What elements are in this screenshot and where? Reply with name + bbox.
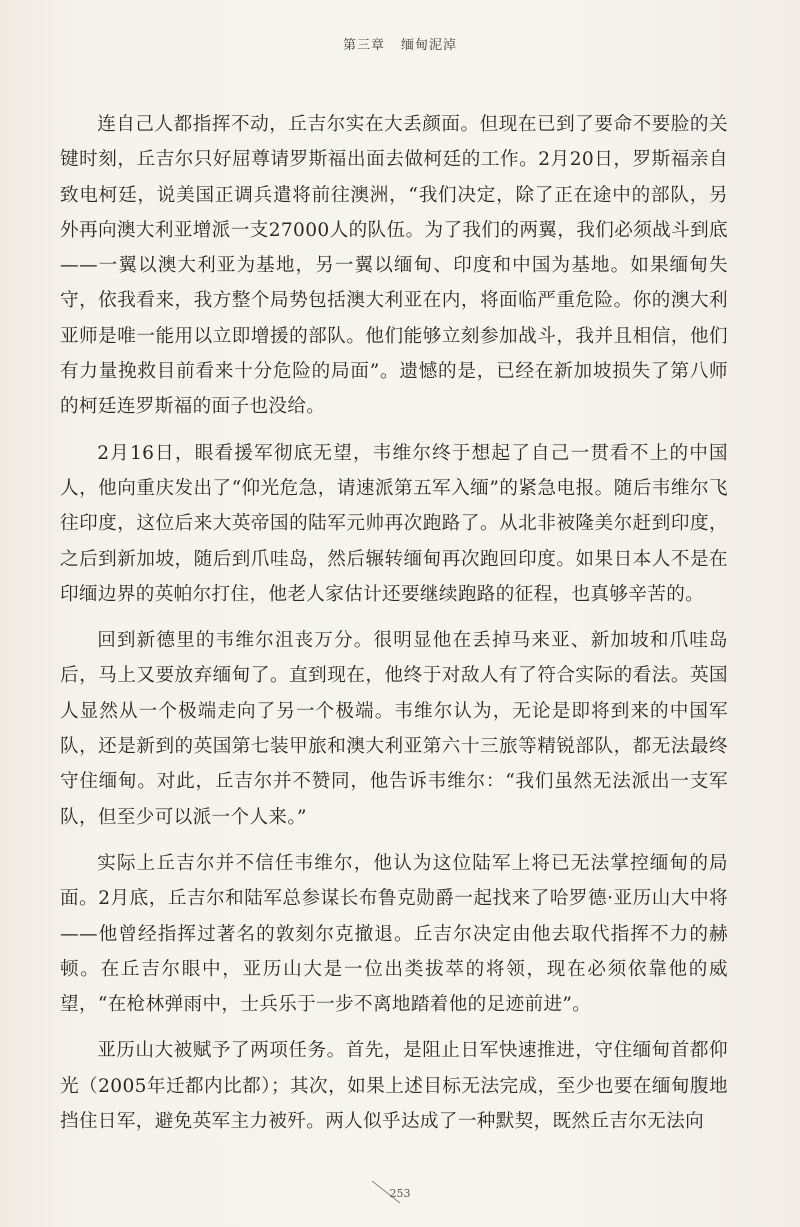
paragraph-3: 回到新德里的韦维尔沮丧万分。很明显他在丢掉马来亚、新加坡和爪哇岛后，马上又要放弃缅甸了。直到现在，他终于对敌人有了符合实际的看法。英国人显然从一个极端走向了另一个极端。韦维尔认为，无论是即将到来的中国军队，还是新到的英国第七装甲旅和澳大利亚第六十三旅等精锐部队，都无法最终守住缅甸。对此，丘吉尔并不赞同，他告诉韦维尔：“我们虽然无法派出一支军队，但至少可以派一个人来。” xyxy=(60,630,728,828)
paragraph-2: 2月16日，眼看援军彻底无望，韦维尔终于想起了自己一贯看不上的中国人，他向重庆发出了“仰光危急，请速派第五军入缅”的紧急电报。随后韦维尔飞往印度，这位后来大英帝国的陆军元帅再次跑路了。从北非被隆美尔赶到印度，之后到新加坡，随后到爪哇岛，然后辗转缅甸再次跑回印度。如果日本人不是在印缅边界的英帕尔打住，他老人家估计还要继续跑路的征程，也真够辛苦的。 xyxy=(60,442,728,605)
body-text xyxy=(60,107,728,1150)
page-number: 253 xyxy=(389,1187,411,1200)
paragraph-5: 亚历山大被赋予了两项任务。首先，是阻止日军快速推进，守住缅甸首都仰光（2005年迁都内比都）；其次，如果上述目标无法完成，至少也要在缅甸腹地挡住日军，避免英军主力被歼。两人似乎达成了一种默契，既然丘吉尔无法向 xyxy=(60,1040,728,1133)
paragraph-1: 连自己人都指挥不动，丘吉尔实在大丢颜面。但现在已到了要命不要脸的关键时刻，丘吉尔只好屈尊请罗斯福出面去做柯廷的工作。2月20日，罗斯福亲自致电柯廷，说美国正调兵遣将前往澳洲，“我们决定，除了正在途中的部队，另外再向澳大利亚增派一支27000人的队伍。为了我们的两翼，我们必须战斗到底——一翼以澳大利亚为基地，另一翼以缅甸、印度和中国为基地。如果缅甸失守，依我看来，我方整个局势包括澳大利亚在内，将面临严重危险。你的澳大利亚师是唯一能用以立即增援的部队。他们能够立刻参加战斗，我并且相信，他们有力量挽救目前看来十分危险的局面”。遗憾的是，已经在新加坡损失了第八师的柯廷连罗斯福的面子也没给。 xyxy=(60,114,728,418)
chapter-number: 第三章 xyxy=(342,38,385,53)
paragraph-4: 实际上丘吉尔并不信任韦维尔，他认为这位陆军上将已无法掌控缅甸的局面。2月底，丘吉尔和陆军总参谋长布鲁克勋爵一起找来了哈罗德·亚历山大中将——他曾经指挥过著名的敦刻尔克撤退。丘吉尔决定由他去取代指挥不力的赫顿。在丘吉尔眼中，亚历山大是一位出类拔萃的将领，现在必须依靠他的威望，“在枪林弹雨中，士兵乐于一步不离地踏着他的足迹前进”。 xyxy=(60,852,728,1016)
running-head xyxy=(0,34,800,53)
chapter-title: 缅甸泥淖 xyxy=(401,38,458,53)
